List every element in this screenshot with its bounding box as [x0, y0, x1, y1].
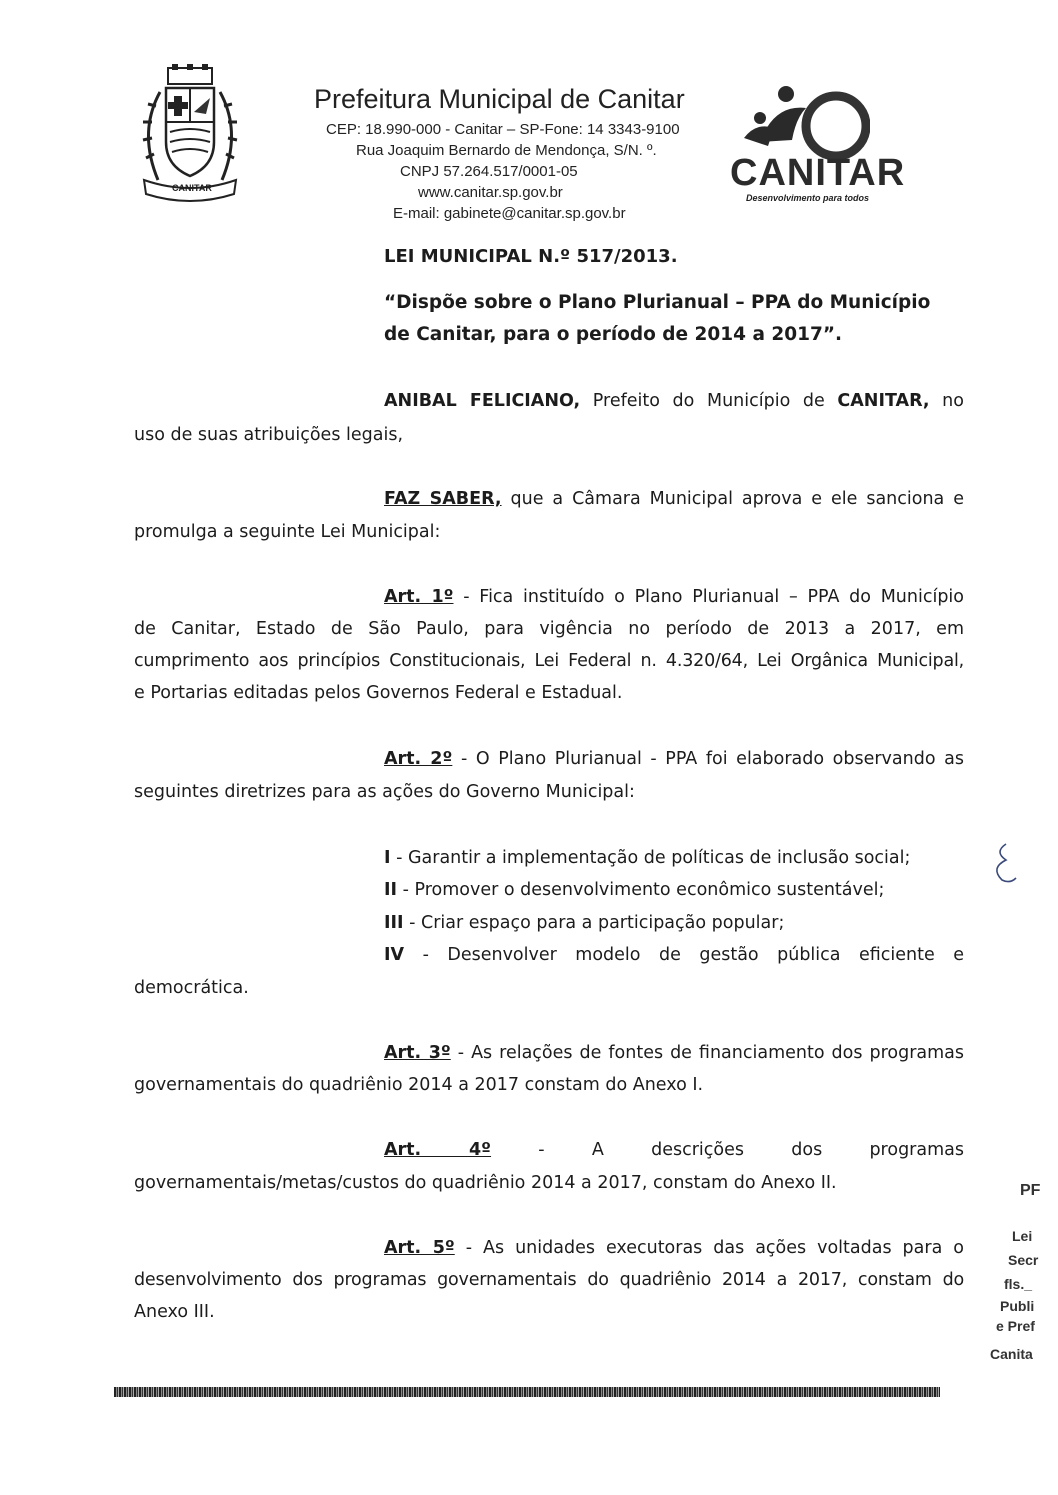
mayor-name: ANIBAL FELICIANO, — [384, 391, 581, 411]
item-numeral: IV — [384, 945, 405, 965]
footer-decorative-bar — [114, 1387, 940, 1397]
margin-stamp-line5: Publi — [1000, 1298, 1035, 1314]
header-email: E-mail: gabinete@canitar.sp.gov.br — [393, 205, 626, 222]
art5-line1 — [384, 1238, 964, 1258]
art3-line2: governamentais do quadriênio 2014 a 2017 constam do Anexo I. — [134, 1075, 704, 1095]
canitar-logo-name: CANITAR — [730, 152, 906, 194]
art2-item-3 — [384, 913, 784, 933]
preamble-text-end: no — [942, 391, 964, 411]
art2-line2: seguintes diretrizes para as ações do Governo Municipal: — [134, 782, 635, 802]
margin-stamp-line3: Secr — [1008, 1252, 1039, 1268]
art5-line3: Anexo III. — [134, 1302, 215, 1322]
art3-label: Art. 3º — [384, 1043, 451, 1063]
art2-item-2 — [384, 880, 884, 900]
faz-saber-label: FAZ SABER, — [384, 489, 502, 509]
art5-text: - As unidades executoras das ações voltadas para o — [465, 1238, 964, 1258]
art1-label: Art. 1º — [384, 587, 454, 607]
art1-line3: cumprimento aos princípios Constitucionais, Lei Federal n. 4.320/64, Lei Orgânica Municipal, — [134, 651, 964, 671]
crest-ribbon-label: CANITAR — [172, 183, 212, 193]
margin-stamp-line4: fls._ — [1004, 1276, 1033, 1292]
art1-line1 — [384, 587, 964, 607]
preamble-line2: uso de suas atribuições legais, — [134, 425, 404, 445]
preamble-line1 — [384, 391, 964, 411]
canitar-logo-tagline: Desenvolvimento para todos — [746, 193, 870, 203]
art2-line1 — [384, 749, 964, 769]
art3-line1 — [384, 1043, 964, 1063]
handwritten-mark — [986, 840, 1026, 890]
item-numeral: III — [384, 913, 404, 933]
header-address-street: Rua Joaquim Bernardo de Mendonça, S/N. º. — [356, 142, 657, 159]
art3-text: - As relações de fontes de financiamento dos programas — [457, 1043, 964, 1063]
art5-line2: desenvolvimento dos programas governamentais do quadriênio 2014 a 2017, constam do — [134, 1270, 964, 1290]
art2-item-4 — [384, 945, 964, 965]
art4-text: - A descrições dos programas — [538, 1140, 964, 1160]
item-text: - Criar espaço para a participação popular; — [409, 913, 785, 933]
art1-text: - Fica instituído o Plano Plurianual – PPA do Município — [463, 587, 964, 607]
law-number: LEI MUNICIPAL N.º 517/2013. — [384, 246, 678, 267]
art4-line1 — [384, 1140, 964, 1160]
law-ementa-line2: de Canitar, para o período de 2014 a 2017”. — [384, 324, 843, 345]
art4-label: Art. 4º — [384, 1140, 492, 1160]
margin-stamp-line7: Canita — [990, 1346, 1033, 1362]
institution-title: Prefeitura Municipal de Canitar — [314, 84, 685, 114]
faz-saber-line1 — [384, 489, 964, 509]
item-text: - Promover o desenvolvimento econômico sustentável; — [402, 880, 885, 900]
margin-stamp-line2: Lei — [1012, 1228, 1033, 1244]
law-ementa-line1: “Dispõe sobre o Plano Plurianual – PPA do Município — [384, 292, 931, 313]
art2-item-4-cont: democrática. — [134, 978, 249, 998]
art4-line2: governamentais/metas/custos do quadriênio 2014 a 2017, constam do Anexo II. — [134, 1173, 837, 1193]
header-cnpj: CNPJ 57.264.517/0001-05 — [400, 163, 578, 180]
art2-item-1 — [384, 848, 910, 868]
header-address-cep: CEP: 18.990-000 - Canitar – SP-Fone: 14 3343-9100 — [326, 121, 680, 138]
header-website: www.canitar.sp.gov.br — [418, 184, 563, 201]
faz-saber-line2: promulga a seguinte Lei Municipal: — [134, 522, 441, 542]
item-text: - Garantir a implementação de políticas de inclusão social; — [396, 848, 911, 868]
faz-saber-text: que a Câmara Municipal aprova e ele sanciona e — [510, 489, 964, 509]
art1-line4: e Portarias editadas pelos Governos Federal e Estadual. — [134, 683, 623, 703]
item-text: - Desenvolver modelo de gestão pública eficiente e — [422, 945, 964, 965]
item-numeral: I — [384, 848, 391, 868]
art1-line2: de Canitar, Estado de São Paulo, para vigência no período de 2013 a 2017, em — [134, 619, 964, 639]
preamble-text: Prefeito do Município de — [592, 391, 825, 411]
margin-stamp-line1: PF — [1020, 1182, 1041, 1199]
item-numeral: II — [384, 880, 398, 900]
art2-label: Art. 2º — [384, 749, 453, 769]
margin-stamp-line6: e Pref — [996, 1318, 1035, 1334]
art5-label: Art. 5º — [384, 1238, 455, 1258]
art2-text: - O Plano Plurianual - PPA foi elaborado observando as — [460, 749, 964, 769]
municipal-crest — [130, 62, 250, 212]
city-name: CANITAR, — [837, 391, 930, 411]
canitar-logo-mark — [740, 82, 870, 162]
